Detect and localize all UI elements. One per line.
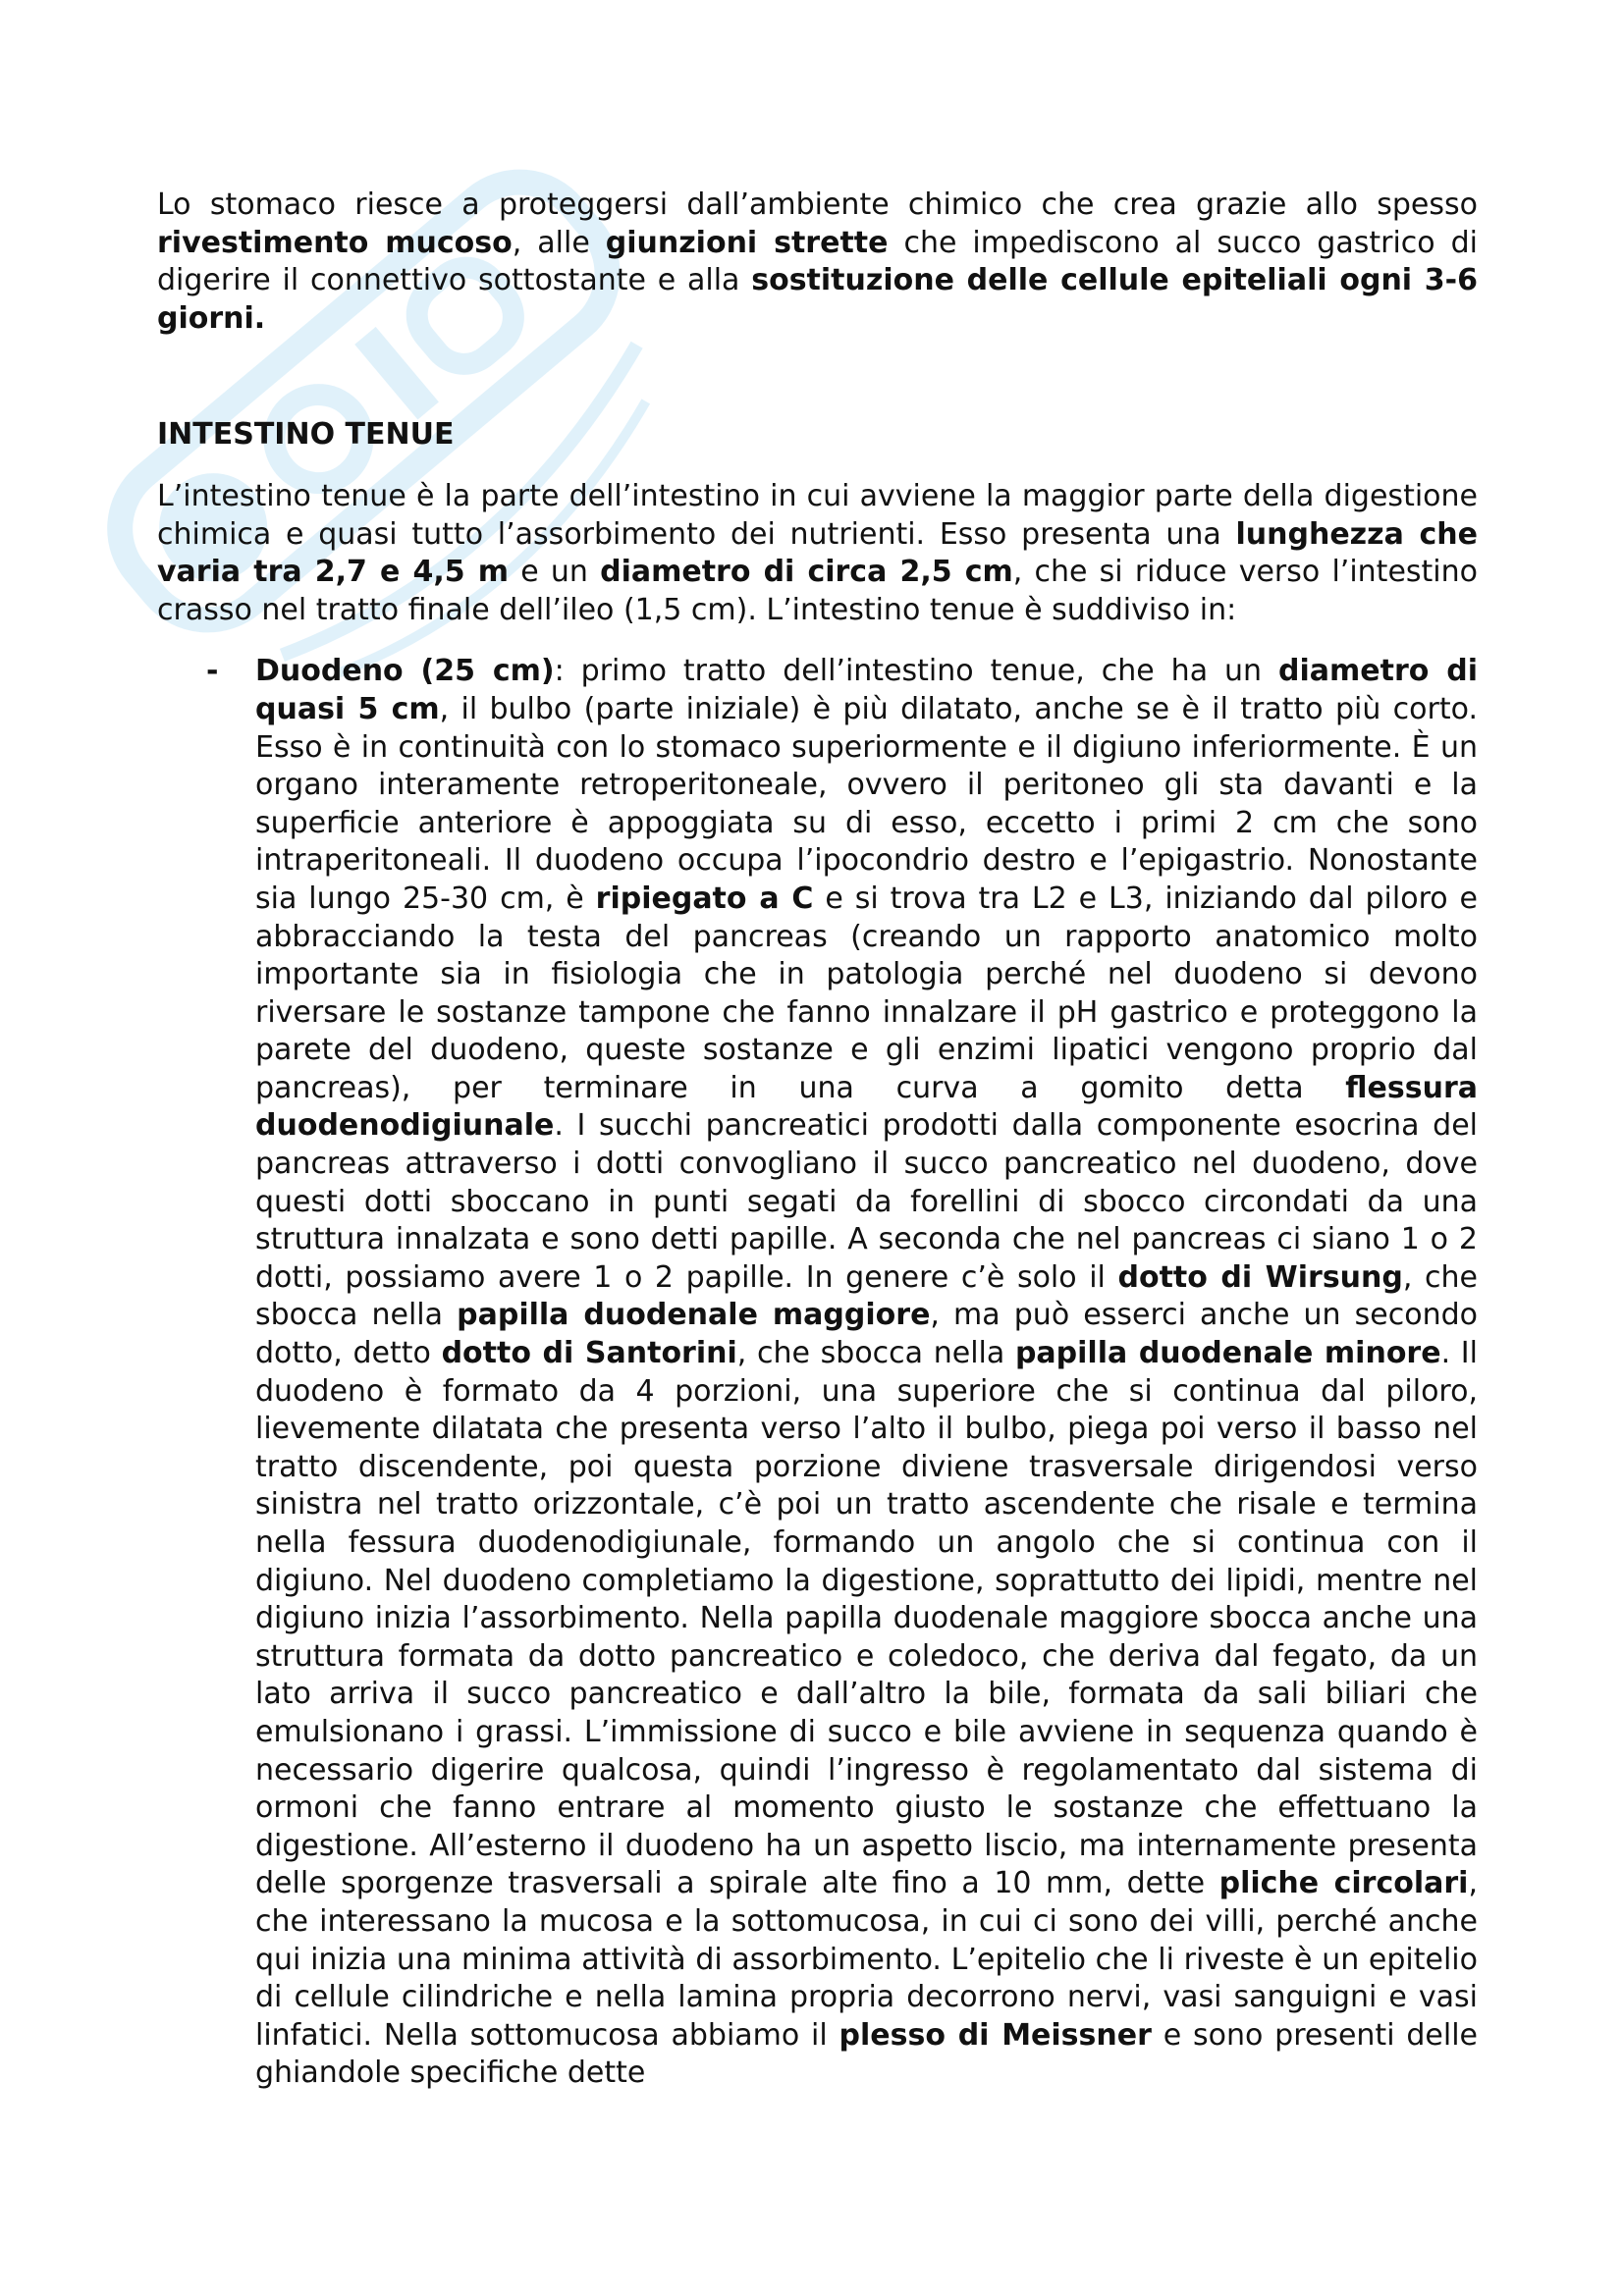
- bold-text-segment: papilla duodenale minore: [1014, 1336, 1441, 1371]
- bold-text-segment: ripiegato a C: [595, 881, 814, 916]
- bold-text-segment: rivestimento mucoso: [157, 225, 513, 260]
- list-bullet: -: [206, 654, 219, 689]
- list-item-text: [255, 654, 1478, 2090]
- list-item: [157, 653, 1478, 2093]
- bold-text-segment: dotto di Santorini: [441, 1336, 737, 1371]
- text-segment: , ma può esserci anche un secondo dotto, detto: [255, 1298, 1478, 1371]
- bold-text-segment: papilla duodenale maggiore: [457, 1298, 931, 1333]
- bold-text-segment: dotto di Wirsung: [1117, 1259, 1403, 1295]
- bold-text-segment: Duodeno (25 cm): [255, 654, 555, 689]
- text-segment: . I succhi pancreatici prodotti dalla componente esocrina del pancreas attraverso i dotti convogliano il succo pancreatico nel duodeno, dove questi dotti sboccano in punti segati da forellini di sbocco circondati da una struttura innalzata e sono detti papille. A seconda che nel pancreas ci siano 1 o 2 dotti, possiamo avere 1 o 2 papille. In genere c’è solo il: [255, 1108, 1478, 1295]
- text-segment: che impediscono al succo gastrico di digerire il connettivo sottostante e alla: [157, 225, 1478, 298]
- bold-text-segment: pliche circolari: [1218, 1866, 1469, 1901]
- bold-text-segment: diametro di circa 2,5 cm: [600, 555, 1013, 590]
- bold-text-segment: lunghezza che varia tra 2,7 e 4,5 m: [157, 516, 1478, 590]
- text-segment: . Il duodeno è formato da 4 porzioni, una superiore che si continua dal piloro, lievemente dilatata che presenta verso l’alto il bulbo, piega poi verso il basso nel tratto discendente, poi questa porzione diviene trasversale dirigendosi verso sinistra nel tratto orizzontale, c’è poi un tratto ascendente che risale e termina nella fessura duodenodigiunale, formando un angolo che si continua con il digiuno. Nel duodeno completiamo la digestione, soprattutto dei lipidi, mentre nel digiuno inizia l’assorbimento. Nella papilla duodenale maggiore sbocca anche una struttura formata da dotto pancreatico e coledoco, che deriva dal fegato, da un lato arriva il succo pancreatico e dall’altro la bile, formata da sali biliari che emulsionano i grassi. L’immissione di succo e bile avviene in sequenza quando è necessario digerire qualcosa, quindi l’ingresso è regolamentato dal sistema di ormoni che fanno entrare al momento giusto le sostanze che effettuano la digestione. All’esterno il duodeno ha un aspetto liscio, ma internamente presenta delle sporgenze trasversali a spirale alte fino a 10 mm, dette: [255, 1336, 1478, 1901]
- text-segment: e sono presenti delle ghiandole specifiche dette: [255, 2017, 1478, 2091]
- intro-paragraph: [157, 187, 1478, 338]
- text-segment: , che sbocca nella: [255, 1259, 1478, 1333]
- text-segment: e si trova tra L2 e L3, iniziando dal piloro e abbracciando la testa del pancreas (creando un rapporto anatomico molto importante sia in fisiologia che in patologia perché nel duodeno si devono riversare le sostanze tampone che fanno innalzare il pH gastrico e proteggono la parete del duodeno, queste sostanze e gli enzimi lipatici vengono proprio dal pancreas), per terminare in una curva a gomito detta: [255, 881, 1478, 1105]
- bold-text-segment: giunzioni strette: [605, 225, 889, 260]
- bold-text-segment: sostituzione delle cellule epiteliali ogni 3-6 giorni.: [157, 263, 1478, 336]
- text-segment: , alle: [512, 225, 606, 260]
- bold-text-segment: flessura duodenodigiunale: [255, 1070, 1478, 1144]
- text-segment: e un: [508, 555, 601, 590]
- text-segment: , che si riduce verso l’intestino crasso nel tratto finale dell’ileo (1,5 cm). L’intestino tenue è suddiviso in:: [157, 555, 1478, 627]
- section-list: [157, 653, 1478, 2093]
- document-content: [157, 187, 1478, 2093]
- section-heading: INTESTINO TENUE: [157, 417, 455, 453]
- text-segment: , che sbocca nella: [736, 1336, 1015, 1371]
- bold-text-segment: diametro di quasi 5 cm: [255, 654, 1479, 726]
- text-segment: Lo stomaco riesce a proteggersi dall’ambiente chimico che crea grazie allo spesso: [157, 187, 1478, 222]
- text-segment: , che interessano la mucosa e la sottomucosa, in cui ci sono dei villi, perché anche qui inizia una minima attività di assorbimento. L’epitelio che li riveste è un epitelio di cellule cilindriche e nella lamina propria decorrono nervi, vasi sanguigni e vasi linfatici. Nella sottomucosa abbiamo il: [255, 1866, 1478, 2053]
- text-segment: : primo tratto dell’intestino tenue, che ha un: [554, 654, 1279, 689]
- text-segment: L’intestino tenue è la parte dell’intestino in cui avviene la maggior parte della digestione chimica e quasi tutto l’assorbimento dei nutrienti. Esso presenta una: [157, 478, 1478, 552]
- bold-text-segment: plesso di Meissner: [839, 2017, 1152, 2053]
- section-paragraph: [157, 478, 1478, 629]
- text-segment: , il bulbo (parte iniziale) è più dilatato, anche se è il tratto più corto. Esso è in continuità con lo stomaco superiormente e il digiuno inferiormente. È un organo interamente retroperitoneale, ovvero il peritoneo gli sta davanti e la superficie anteriore è appoggiata su di esso, eccetto i primi 2 cm che sono intraperitoneali. Il duodeno occupa l’ipocondrio destro e l’epigastrio. Nonostante sia lungo 25-30 cm, è: [255, 691, 1478, 916]
